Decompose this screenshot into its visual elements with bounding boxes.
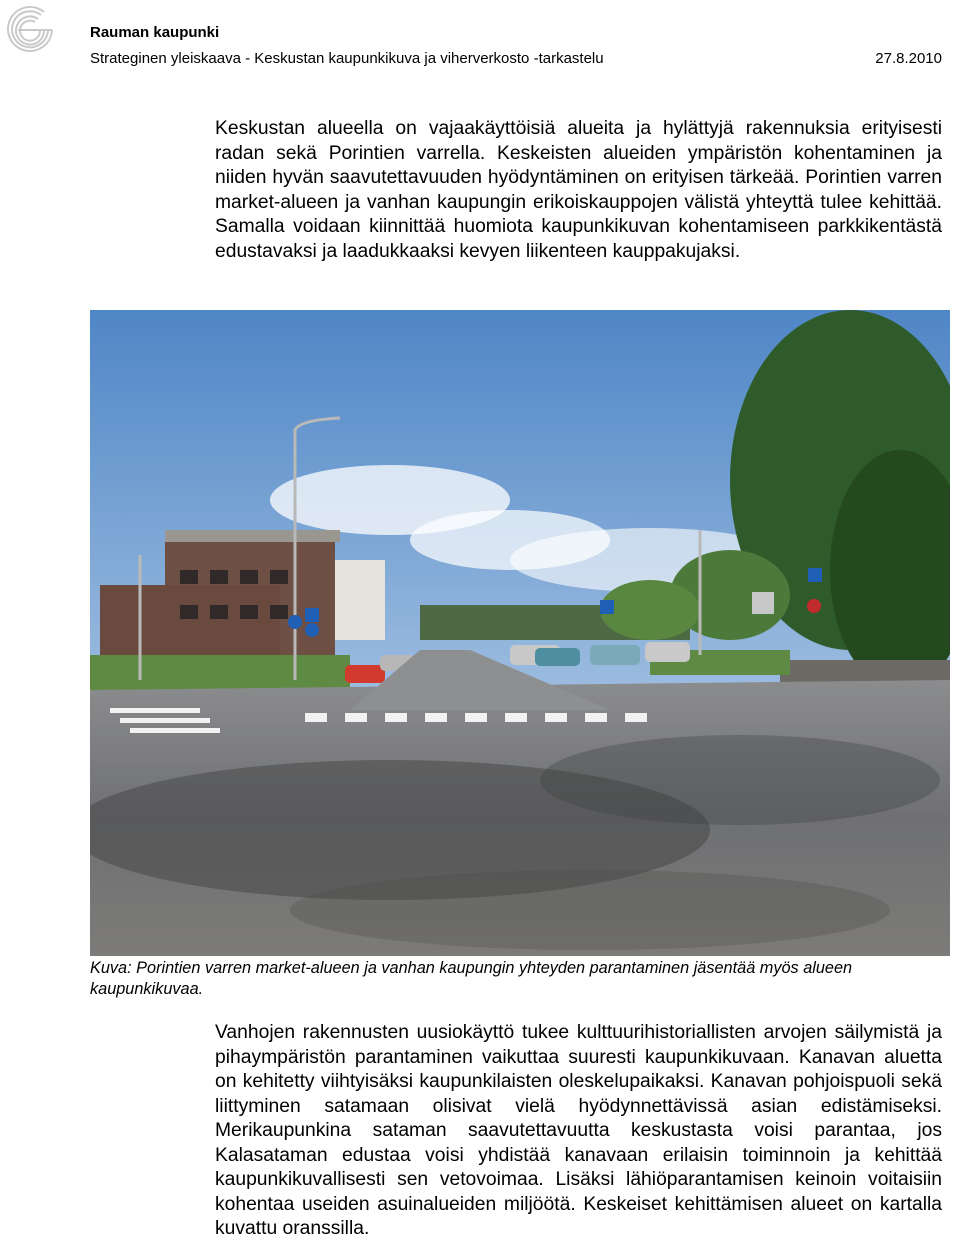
- body-paragraph-2: Vanhojen rakennusten uusiokäyttö tukee kulttuurihistoriallisten arvojen säilymistä ja pihaympäristön parantaminen vaikuttaa suuresti kaupunkikuvaan. Kanavan aluetta on kehitetty viihtyisäksi kaupunkilaisten oleskelupaikaksi. Kanavan pohjoispuoli sekä liittyminen satamaan olisivat vielä hyödynnettävissä asian edistämiseksi. Merikaupunkina sataman saavutettavuutta keskustasta voisi parantaa, jos Kalasataman edustaa voisi yhdistää kanavaan erilaisin toiminnoin ja kehittää kaupunkikuvallisesti sen vetovoimaa. Lisäksi lähiöparantamisen keinoin voitaisiin kohentaa useiden asuinalueiden miljöötä. Keskeiset kehittämisen alueet on kartalla kuvattu oranssilla.: [215, 1022, 942, 1239]
- organization-name: Rauman kaupunki: [90, 24, 220, 41]
- photo-caption: Kuva: Porintien varren market-alueen ja vanhan kaupungin yhteyden parantaminen jäsentää myös alueen kaupunkikuvaa.: [90, 959, 853, 998]
- document-date: 27.8.2010: [875, 50, 942, 67]
- street-photo: [90, 310, 950, 956]
- city-logo-icon: [0, 0, 58, 58]
- body-paragraph-1: Keskustan alueella on vajaakäyttöisiä alueita ja hylättyjä rakennuksia erityisesti radan sekä Porintien varrella. Keskeisten alueiden ympäristön kohentaminen ja niiden hyvän saavutettavuuden hyödyntäminen on erityisen tärkeää. Porintien varren market-alueen ja vanhan kaupungin erikoiskauppojen välistä yhteyttä tulee kehittää. Samalla voidaan kiinnittää huomiota kaupunkikuvan kohentamiseen parkkikentästä edustavaksi ja laadukkaaksi kevyen liikenteen kauppakujaksi.: [215, 118, 942, 262]
- document-title: Strateginen yleiskaava - Keskustan kaupunkikuva ja viherverkosto -tarkastelu: [90, 50, 604, 67]
